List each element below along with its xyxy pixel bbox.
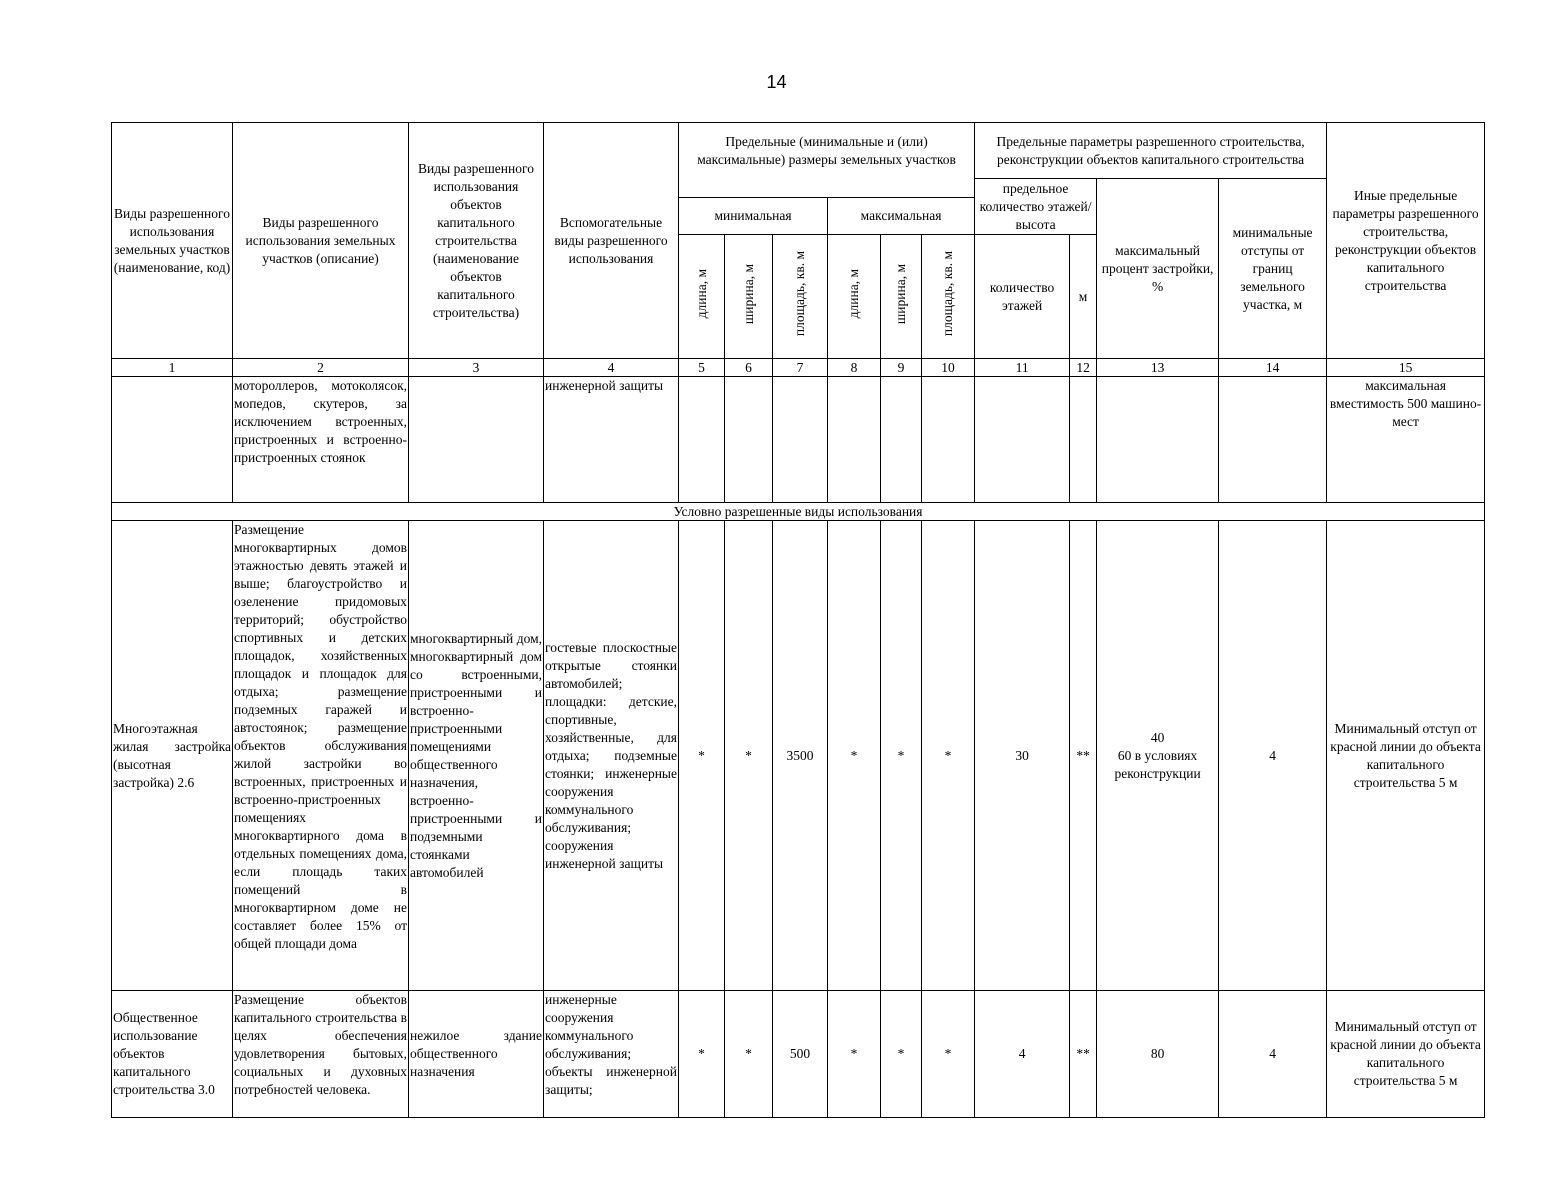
row2-col2: Размещение объектов капитального строительства в целях обеспечения удовлетворения бытовых, социальных и духовных потребностей человека.: [233, 991, 409, 1118]
column-numbers-row: [112, 359, 1485, 377]
row2-col1: Общественное использование объектов капитального строительства 3.0: [112, 991, 233, 1118]
row-continued-col2: мотороллеров, мотоколясок, мопедов, скутеров, за исключением встроенных, пристроенных и встроенно-пристроенных стоянок: [233, 377, 409, 503]
column-number: 3: [409, 359, 544, 377]
header-maximal: максимальная: [828, 198, 975, 235]
row1-max-width: *: [881, 521, 922, 991]
row2-height: **: [1070, 991, 1097, 1118]
column-number: 2: [233, 359, 409, 377]
header-col2: Виды разрешенного использования земельных участков (описание): [233, 123, 409, 359]
column-number: 12: [1070, 359, 1097, 377]
header-max-length: длина, м: [846, 269, 861, 319]
table-row-continued: [112, 377, 1485, 503]
header-col15: Иные предельные параметры разрешенного строительства, реконструкции объектов капитального строительства: [1327, 123, 1485, 359]
header-min-setback: минимальные отступы от границ земельного участка, м: [1219, 179, 1327, 359]
row1-min-width: *: [725, 521, 773, 991]
column-number: 4: [544, 359, 679, 377]
column-number: 8: [828, 359, 881, 377]
column-number: 9: [881, 359, 922, 377]
column-number: 15: [1327, 359, 1485, 377]
column-number: 5: [679, 359, 725, 377]
header-floors-height: предельное количество этажей/высота: [975, 179, 1097, 235]
row2-min-width: *: [725, 991, 773, 1118]
row2-col4: инженерные сооружения коммунального обслуживания; объекты инженерной защиты;: [544, 991, 679, 1118]
column-number: 13: [1097, 359, 1219, 377]
row1-min-length: *: [679, 521, 725, 991]
column-number: 6: [725, 359, 773, 377]
row2-max-percent: 80: [1097, 991, 1219, 1118]
row1-min-area: 3500: [773, 521, 828, 991]
row1-col15: Минимальный отступ от красной линии до объекта капитального строительства 5 м: [1327, 521, 1485, 991]
row2-col3: нежилое здание общественного назначения: [409, 991, 544, 1118]
row1-max-percent: [1097, 521, 1219, 991]
row1-max-percent-reconstruction: 60 в условиях реконструкции: [1114, 747, 1201, 781]
row-continued-col15: максимальная вместимость 500 машино-мест: [1327, 377, 1485, 503]
column-number: 14: [1219, 359, 1327, 377]
header-floors-count: количество этажей: [975, 235, 1070, 359]
header-col1: Виды разрешенного использования земельных участков (наименование, код): [112, 123, 233, 359]
row-continued-col4: инженерной защиты: [544, 377, 679, 503]
column-number: 10: [922, 359, 975, 377]
row2-col15: Минимальный отступ от красной линии до объекта капитального строительства 5 м: [1327, 991, 1485, 1118]
row2-min-length: *: [679, 991, 725, 1118]
header-meters: м: [1070, 235, 1097, 359]
header-max-width: ширина, м: [893, 263, 908, 325]
row2-max-area: *: [922, 991, 975, 1118]
column-number: 7: [773, 359, 828, 377]
row1-height: **: [1070, 521, 1097, 991]
row1-col1: Многоэтажная жилая застройка (высотная застройка) 2.6: [112, 521, 233, 991]
row1-max-area: *: [922, 521, 975, 991]
row1-min-setback: 4: [1219, 521, 1327, 991]
header-group-params: Предельные параметры разрешенного строительства, реконструкции объектов капитального строительства: [975, 123, 1327, 179]
row2-min-setback: 4: [1219, 991, 1327, 1118]
row1-col2: Размещение многоквартирных домов этажностью девять этажей и выше; благоустройство и озеленение придомовых территорий; обустройство спортивных и детских площадок, хозяйственных площадок и площадок для отдыха; размещение подземных гаражей и автостоянок; размещение объектов обслуживания жилой застройки во встроенных, пристроенных и встроенно-пристроенных помещениях многоквартирного дома в отдельных помещениях дома, если площадь таких помещений в многоквартирном доме не составляет более 15% от общей площади дома: [233, 521, 409, 991]
row1-col4: гостевые плоскостные открытые стоянки автомобилей; площадки: детские, спортивные, хозяйственные, для отдыха; подземные стоянки; инженерные сооружения коммунального обслуживания; сооружения инженерной защиты: [544, 521, 679, 991]
column-number: 1: [112, 359, 233, 377]
section-title: Условно разрешенные виды использования: [112, 503, 1485, 521]
row1-max-percent-value: 40: [1150, 729, 1165, 745]
row1-col3: многоквартирный дом, многоквартирный дом со встроенными, пристроенными и встроенно-пристроенными помещениями общественного назначения, встроенно-пристроенными и подземными стоянками автомобилей: [409, 521, 544, 991]
row1-max-length: *: [828, 521, 881, 991]
row2-min-area: 500: [773, 991, 828, 1118]
header-max-percent: максимальный процент застройки, %: [1097, 179, 1219, 359]
header-col4: Вспомогательные виды разрешенного использования: [544, 123, 679, 359]
row1-floors: 30: [975, 521, 1070, 991]
header-max-area: площадь, кв. м: [940, 251, 956, 337]
zoning-table: [111, 122, 1485, 1118]
header-min-area: площадь, кв. м: [792, 251, 807, 337]
header-min-length: длина, м: [693, 269, 709, 319]
page-number: 14: [766, 72, 787, 92]
row2-max-length: *: [828, 991, 881, 1118]
table-row: [112, 521, 1485, 991]
header-minimal: минимальная: [679, 198, 828, 235]
header-group-sizes: Предельные (минимальные и (или) максимальные) размеры земельных участков: [679, 123, 975, 198]
table-row: [112, 991, 1485, 1118]
header-min-width: ширина, м: [740, 263, 756, 325]
header-col3: Виды разрешенного использования объектов капитального строительства (наименование объектов капитального строительства): [409, 123, 544, 359]
row2-floors: 4: [975, 991, 1070, 1118]
row2-max-width: *: [881, 991, 922, 1118]
column-number: 11: [975, 359, 1070, 377]
